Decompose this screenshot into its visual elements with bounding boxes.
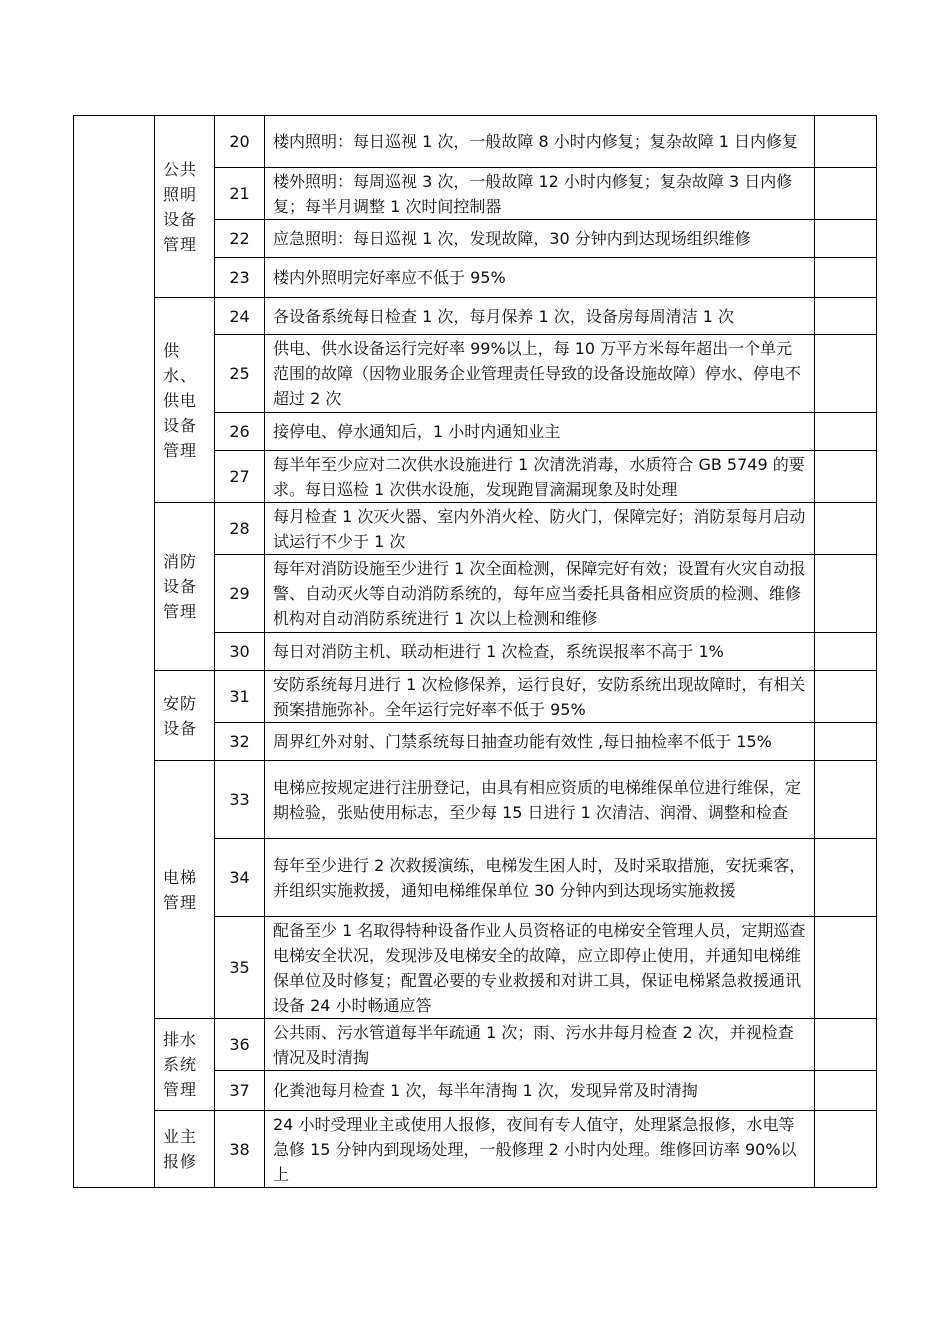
category-cell: 消防设备管理 <box>155 503 215 671</box>
item-number: 36 <box>215 1019 265 1071</box>
item-text: 供电、供水设备运行完好率 99%以上，每 10 万平方米每年超出一个单元范围的故障（因物业服务企业管理责任导致的设备设施故障）停水、停电不超过 2 次 <box>265 335 815 413</box>
remarks-cell <box>815 413 877 451</box>
item-number: 24 <box>215 298 265 335</box>
item-number: 37 <box>215 1071 265 1111</box>
table-row <box>74 116 877 168</box>
category-cell: 排水系统管理 <box>155 1019 215 1111</box>
remarks-cell <box>815 1111 877 1188</box>
item-text: 应急照明：每日巡视 1 次，发现故障，30 分钟内到达现场组织维修 <box>265 220 815 258</box>
item-number: 23 <box>215 258 265 298</box>
remarks-cell <box>815 335 877 413</box>
table-row <box>74 761 877 839</box>
item-text: 楼内外照明完好率应不低于 95% <box>265 258 815 298</box>
remarks-cell <box>815 917 877 1019</box>
item-number: 38 <box>215 1111 265 1188</box>
item-number: 30 <box>215 633 265 671</box>
remarks-cell <box>815 503 877 555</box>
item-text: 24 小时受理业主或使用人报修，夜间有专人值守，处理紧急报修，水电等急修 15 分钟内到现场处理，一般修理 2 小时内处理。维修回访率 90%以上 <box>265 1111 815 1188</box>
table-row <box>74 671 877 723</box>
remarks-cell <box>815 555 877 633</box>
item-number: 21 <box>215 168 265 220</box>
item-number: 29 <box>215 555 265 633</box>
item-text: 公共雨、污水管道每半年疏通 1 次；雨、污水井每月检查 2 次，并视检查情况及时清掏 <box>265 1019 815 1071</box>
item-number: 22 <box>215 220 265 258</box>
item-number: 26 <box>215 413 265 451</box>
item-number: 27 <box>215 451 265 503</box>
item-text: 接停电、停水通知后，1 小时内通知业主 <box>265 413 815 451</box>
table-row <box>74 1019 877 1071</box>
item-text: 每年对消防设施至少进行 1 次全面检测，保障完好有效；设置有火灾自动报警、自动灭火等自动消防系统的，每年应当委托具备相应资质的检测、维修机构对自动消防系统进行 1 次以上检测和维修 <box>265 555 815 633</box>
item-text: 电梯应按规定进行注册登记，由具有相应资质的电梯维保单位进行维保，定期检验，张贴使用标志，至少每 15 日进行 1 次清洁、润滑、调整和检查 <box>265 761 815 839</box>
item-text: 化粪池每月检查 1 次，每半年清掏 1 次，发现异常及时清掏 <box>265 1071 815 1111</box>
item-number: 25 <box>215 335 265 413</box>
remarks-cell <box>815 761 877 839</box>
table-row <box>74 1111 877 1188</box>
category-cell: 公共照明设备管理 <box>155 116 215 298</box>
item-text: 各设备系统每日检查 1 次，每月保养 1 次，设备房每周清洁 1 次 <box>265 298 815 335</box>
item-number: 35 <box>215 917 265 1019</box>
remarks-cell <box>815 633 877 671</box>
item-text: 安防系统每月进行 1 次检修保养，运行良好，安防系统出现故障时，有相关预案措施弥补。全年运行完好率不低于 95% <box>265 671 815 723</box>
remarks-cell <box>815 839 877 917</box>
item-text: 每年至少进行 2 次救援演练，电梯发生困人时，及时采取措施，安抚乘客，并组织实施救援，通知电梯维保单位 30 分钟内到达现场实施救援 <box>265 839 815 917</box>
item-number: 33 <box>215 761 265 839</box>
remarks-cell <box>815 116 877 168</box>
item-text: 配备至少 1 名取得特种设备作业人员资格证的电梯安全管理人员，定期巡查电梯安全状况，发现涉及电梯安全的故障，应立即停止使用，并通知电梯维保单位及时修复；配置必要的专业救援和对讲工具，保证电梯紧急救援通讯设备 24 小时畅通应答 <box>265 917 815 1019</box>
remarks-cell <box>815 1019 877 1071</box>
item-text: 每半年至少应对二次供水设施进行 1 次清洗消毒，水质符合 GB 5749 的要求。每日巡检 1 次供水设施，发现跑冒滴漏现象及时处理 <box>265 451 815 503</box>
remarks-cell <box>815 723 877 761</box>
table-row <box>74 298 877 335</box>
remarks-cell <box>815 671 877 723</box>
item-text: 每日对消防主机、联动柜进行 1 次检查，系统误报率不高于 1% <box>265 633 815 671</box>
item-number: 34 <box>215 839 265 917</box>
category-cell: 供水、供电设备管理 <box>155 298 215 503</box>
remarks-cell <box>815 451 877 503</box>
blank-section-cell <box>74 116 155 1188</box>
remarks-cell <box>815 220 877 258</box>
category-cell: 电梯管理 <box>155 761 215 1019</box>
category-cell: 业主报修 <box>155 1111 215 1188</box>
item-number: 32 <box>215 723 265 761</box>
category-cell: 安防设备 <box>155 671 215 761</box>
table-row <box>74 503 877 555</box>
item-text: 每月检查 1 次灭火器、室内外消火栓、防火门，保障完好；消防泵每月启动试运行不少于 1 次 <box>265 503 815 555</box>
item-number: 20 <box>215 116 265 168</box>
item-text: 楼外照明：每周巡视 3 次，一般故障 12 小时内修复；复杂故障 3 日内修复；每半月调整 1 次时间控制器 <box>265 168 815 220</box>
item-number: 28 <box>215 503 265 555</box>
remarks-cell <box>815 168 877 220</box>
remarks-cell <box>815 258 877 298</box>
item-number: 31 <box>215 671 265 723</box>
item-text: 周界红外对射、门禁系统每日抽查功能有效性 ,每日抽检率不低于 15% <box>265 723 815 761</box>
remarks-cell <box>815 1071 877 1111</box>
standards-table <box>73 115 877 1188</box>
remarks-cell <box>815 298 877 335</box>
item-text: 楼内照明：每日巡视 1 次，一般故障 8 小时内修复；复杂故障 1 日内修复 <box>265 116 815 168</box>
